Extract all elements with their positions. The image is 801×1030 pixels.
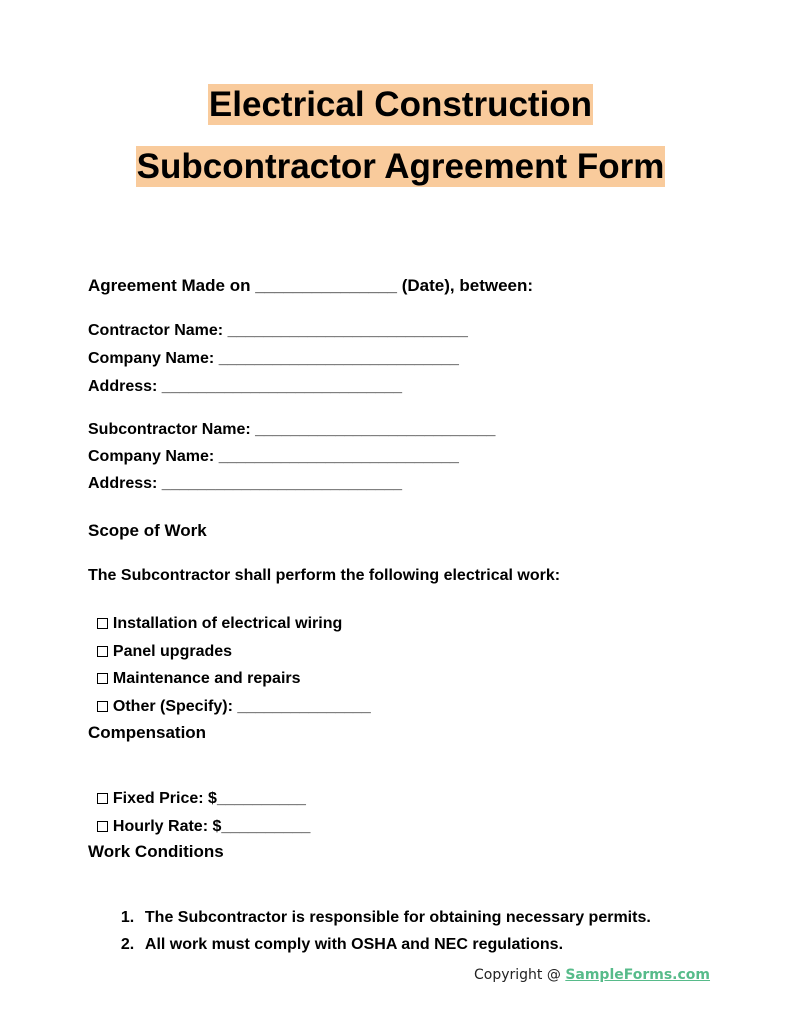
document-title-line-2: Subcontractor Agreement Form bbox=[136, 147, 665, 186]
compensation-label: Fixed Price: $__________ bbox=[112, 790, 306, 807]
list-number: 1. bbox=[120, 909, 135, 926]
scope-item-label: Installation of electrical wiring bbox=[112, 615, 343, 632]
subcontractor-address-field: Address: ___________________________ bbox=[88, 475, 403, 492]
contractor-address-field: Address: ___________________________ bbox=[88, 378, 403, 395]
checkbox-icon[interactable] bbox=[97, 701, 108, 712]
copyright-footer bbox=[474, 965, 710, 985]
compensation-heading: Compensation bbox=[88, 723, 207, 742]
scope-item-label: Panel upgrades bbox=[112, 643, 233, 660]
list-text: The Subcontractor is responsible for obtaining necessary permits. bbox=[144, 909, 651, 926]
scope-item-label: Other (Specify): _______________ bbox=[112, 698, 371, 715]
list-text: All work must comply with OSHA and NEC regulations. bbox=[144, 936, 564, 953]
list-number: 2. bbox=[120, 936, 135, 953]
title-row-1 bbox=[0, 84, 801, 125]
work-condition-item bbox=[112, 915, 563, 955]
contractor-company-field: Company Name: ___________________________ bbox=[88, 350, 459, 367]
contractor-name-field: Contractor Name: ___________________________ bbox=[88, 322, 468, 339]
subcontractor-company-field: Company Name: ___________________________ bbox=[88, 448, 459, 465]
checkbox-icon[interactable] bbox=[97, 821, 108, 832]
scope-item-label: Maintenance and repairs bbox=[112, 670, 301, 687]
scope-intro: The Subcontractor shall perform the following electrical work: bbox=[88, 567, 561, 584]
agreement-date-line: Agreement Made on _______________ (Date), between: bbox=[88, 276, 534, 295]
scope-item-other bbox=[88, 677, 371, 717]
document-title-line-1: Electrical Construction bbox=[208, 85, 593, 124]
compensation-hourly-rate bbox=[88, 797, 310, 837]
copyright-prefix: Copyright @ bbox=[474, 967, 566, 983]
sampleforms-link[interactable]: SampleForms.com bbox=[565, 967, 711, 983]
title-row-2 bbox=[0, 146, 801, 187]
subcontractor-name-field: Subcontractor Name: ___________________________ bbox=[88, 421, 496, 438]
scope-heading: Scope of Work bbox=[88, 521, 207, 540]
work-conditions-heading: Work Conditions bbox=[88, 842, 224, 861]
compensation-label: Hourly Rate: $__________ bbox=[112, 818, 311, 835]
